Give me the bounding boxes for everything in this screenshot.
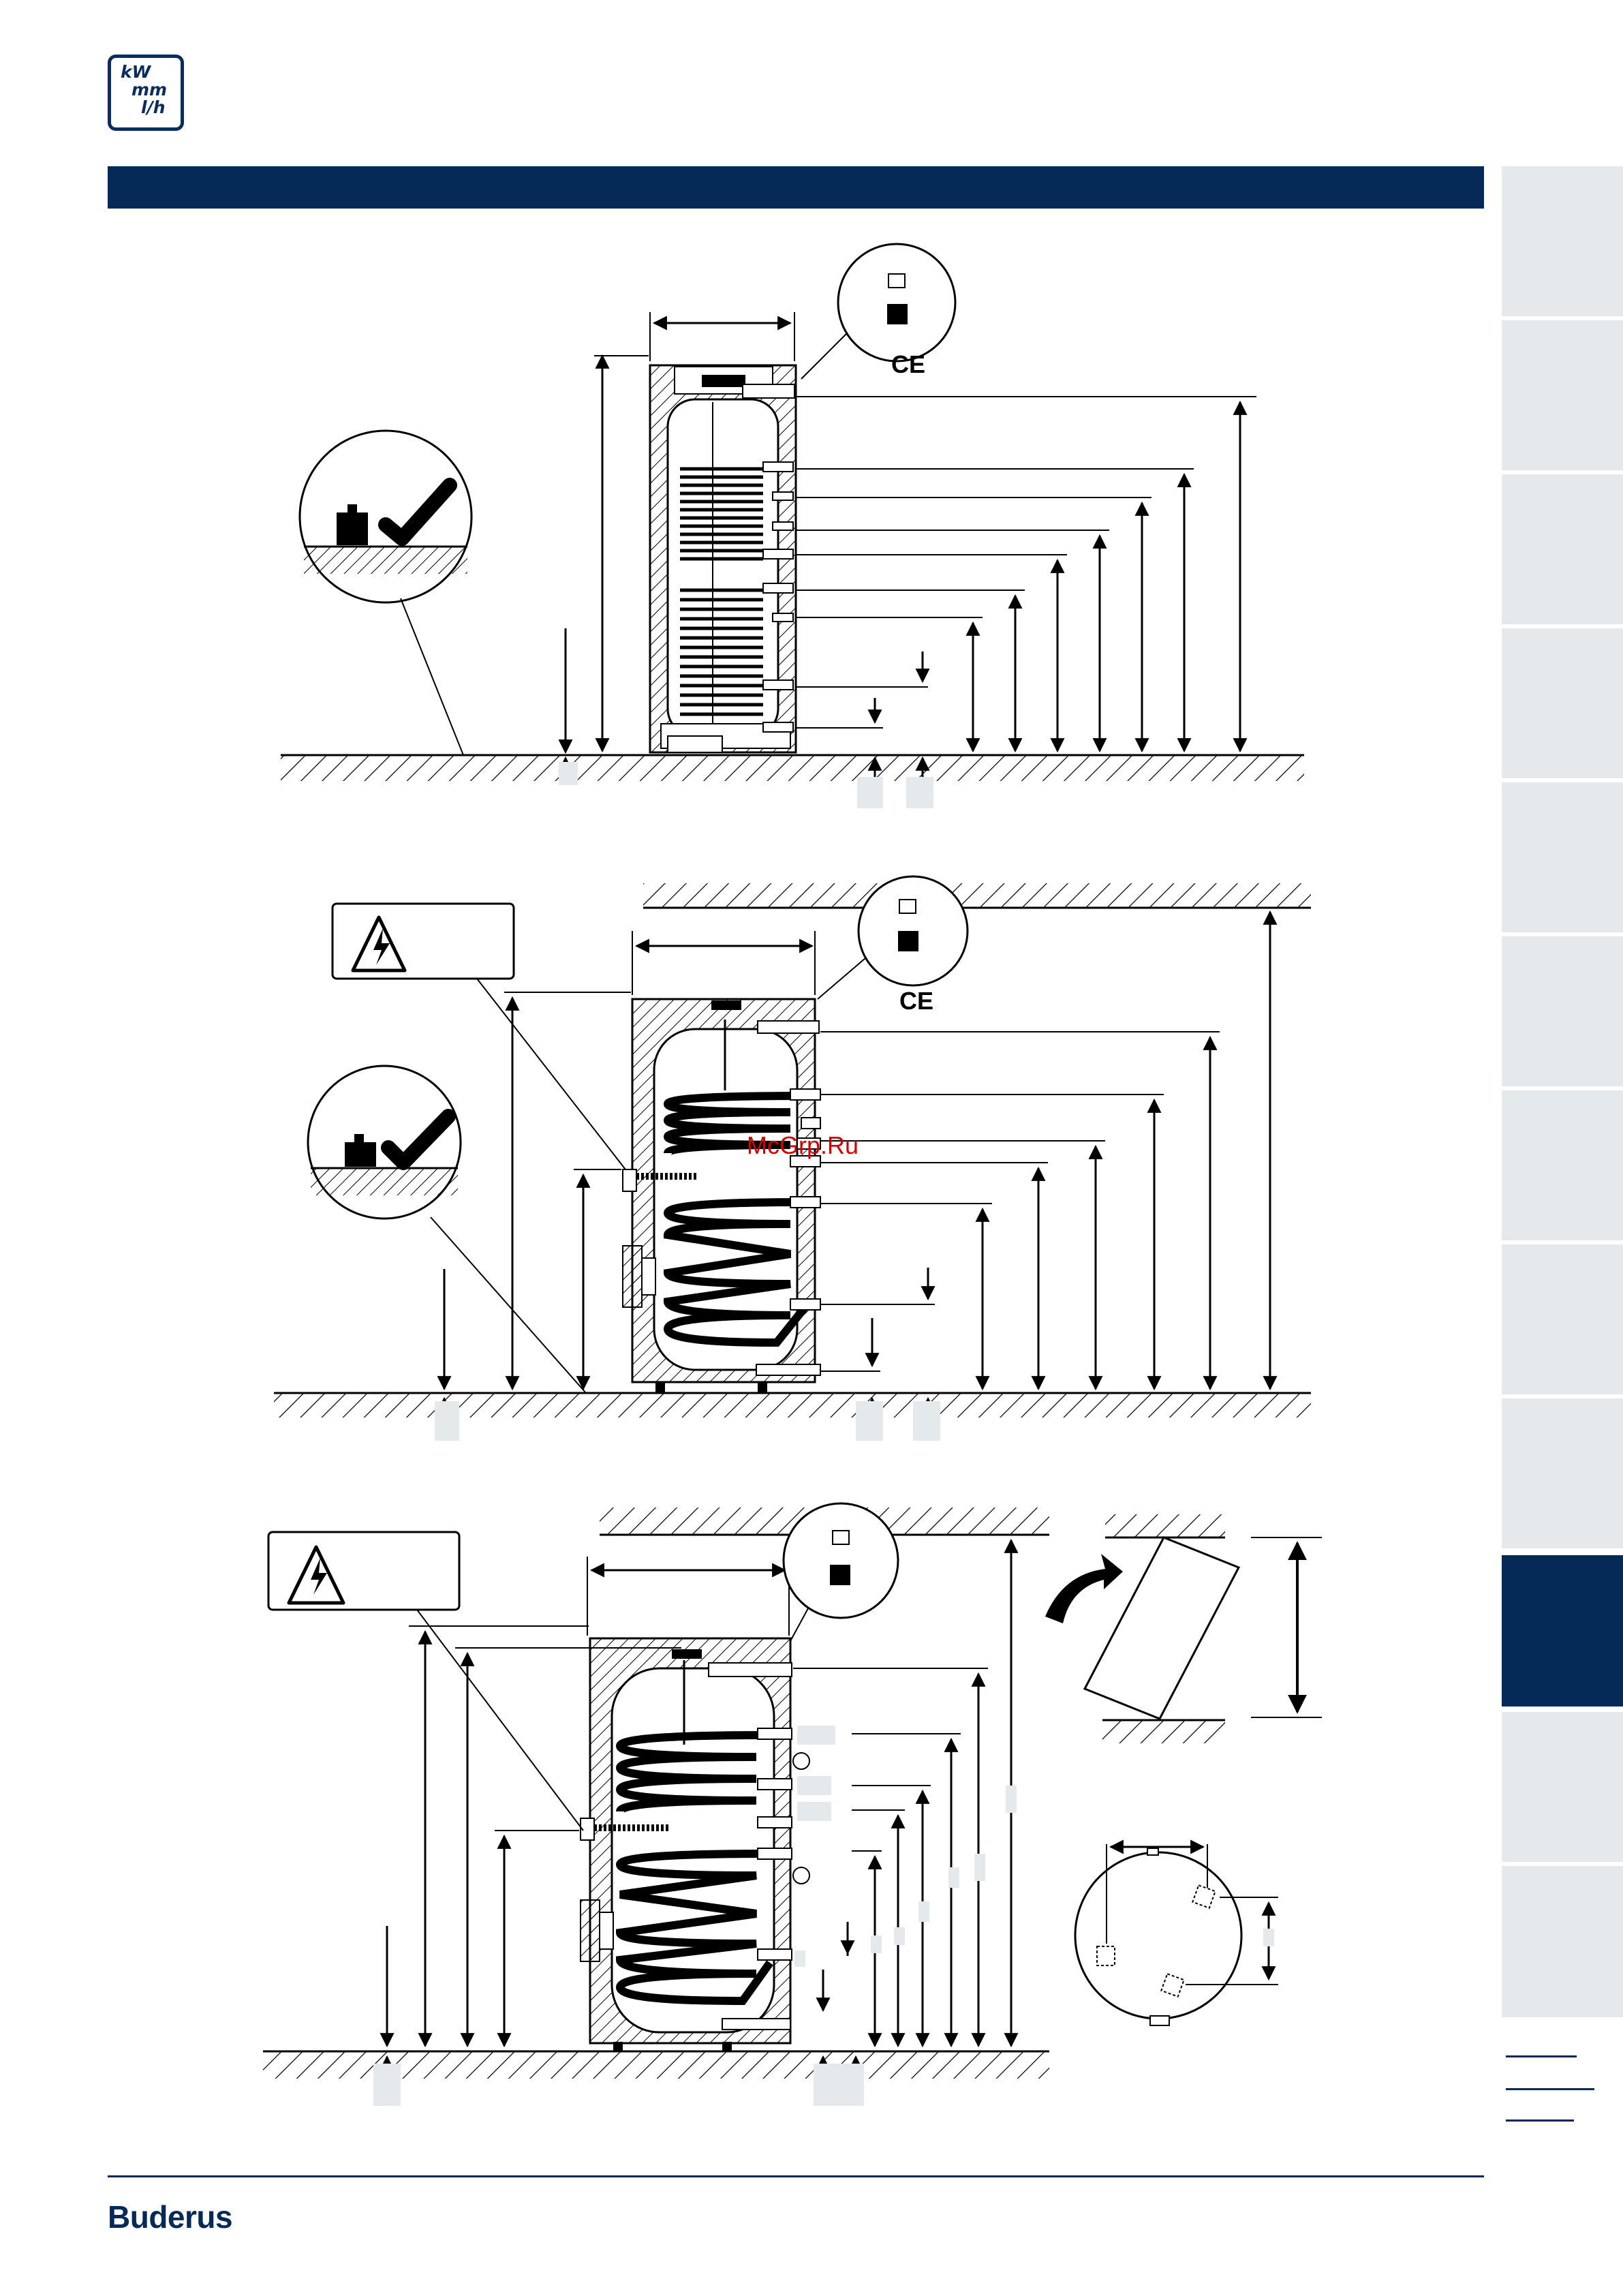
floor-2 <box>274 1393 1311 1418</box>
height-dimensions-1 <box>796 397 1256 808</box>
unit-kw: kW <box>121 62 151 82</box>
floor-check-callout-1 <box>300 431 472 755</box>
footer-divider <box>108 2175 1484 2177</box>
diagram-3 <box>263 1503 1322 2106</box>
height-dimensions-3 <box>793 1540 1017 2106</box>
floor-1 <box>281 755 1304 781</box>
weight-icon <box>830 1565 850 1585</box>
watermark-text: McGrp.Ru <box>747 1131 859 1159</box>
weight-icon <box>337 512 368 545</box>
weight-icon <box>887 304 908 324</box>
tank-2 <box>623 999 820 1393</box>
tank-top-view <box>1075 1844 1278 2025</box>
tilt-arrow-icon <box>1045 1554 1123 1623</box>
ce-mark-2: CE <box>899 987 934 1015</box>
tank-3 <box>581 1638 835 2051</box>
unit-mm: mm <box>132 80 168 100</box>
diagram-1 <box>281 244 1304 808</box>
tilt-height-diagram <box>1045 1514 1322 1743</box>
ceiling-2 <box>643 883 1311 908</box>
weight-callout-1 <box>838 244 955 361</box>
brand-logo: Buderus <box>108 2199 233 2235</box>
floor-check-callout-2 <box>308 1066 586 1393</box>
weight-icon <box>345 1142 376 1167</box>
weight-callout-3 <box>784 1503 898 1618</box>
ce-mark-1: CE <box>891 350 926 378</box>
unit-lh: l/h <box>141 97 166 117</box>
weight-icon <box>898 931 918 951</box>
height-dimensions-2 <box>820 912 1270 1441</box>
tank-1 <box>650 365 796 752</box>
